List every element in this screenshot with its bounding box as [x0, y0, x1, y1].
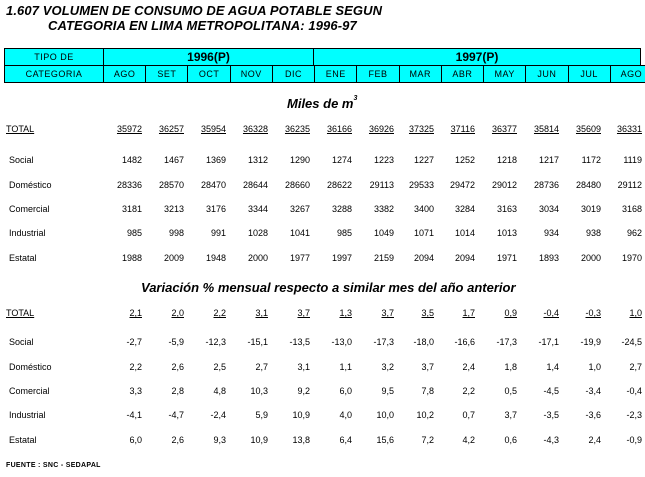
- cell-value: 3400: [413, 204, 434, 214]
- cell-value: 3163: [496, 204, 517, 214]
- cell-value: 0,5: [504, 386, 517, 396]
- header-month: DIC: [272, 65, 315, 83]
- cell-value: 3,5: [421, 308, 434, 318]
- section-variation-title: Variación % mensual respecto a similar mes del año anterior: [141, 280, 516, 295]
- cell-value: -18,0: [413, 337, 434, 347]
- cell-value: 1290: [289, 155, 310, 165]
- cell-value: 2,6: [171, 362, 184, 372]
- cell-value: 3,1: [297, 362, 310, 372]
- cell-value: 3,7: [297, 308, 310, 318]
- cell-value: -17,3: [496, 337, 517, 347]
- cell-value: 28570: [158, 180, 184, 190]
- cell-value: -0,9: [626, 435, 642, 445]
- cell-value: 1028: [247, 228, 268, 238]
- cell-value: -4,5: [543, 386, 559, 396]
- cell-value: 28622: [326, 180, 352, 190]
- cell-value: -3,5: [543, 410, 559, 420]
- table-title-line2: CATEGORIA EN LIMA METROPOLITANA: 1996-97: [48, 18, 357, 33]
- cell-value: 6,0: [129, 435, 142, 445]
- cell-value: 0,6: [504, 435, 517, 445]
- cell-value: 28644: [242, 180, 268, 190]
- header-month: MAR: [399, 65, 442, 83]
- cell-value: 1071: [413, 228, 434, 238]
- header-year-1997: 1997(P): [313, 48, 641, 66]
- section-volumes-unit-sup: 3: [353, 94, 358, 102]
- table-header: [4, 48, 641, 83]
- cell-value: 1988: [121, 253, 142, 263]
- cell-value: 3382: [373, 204, 394, 214]
- cell-value: 10,9: [250, 435, 268, 445]
- cell-value: 2,8: [171, 386, 184, 396]
- row-label: Comercial: [9, 386, 50, 396]
- cell-value: 1119: [623, 155, 642, 165]
- cell-value: 1467: [163, 155, 184, 165]
- cell-value: -2,4: [210, 410, 226, 420]
- cell-value: -16,6: [454, 337, 475, 347]
- cell-value: 3267: [289, 204, 310, 214]
- cell-value: 9,3: [213, 435, 226, 445]
- cell-value: 2,0: [171, 308, 184, 318]
- cell-value: -3,6: [585, 410, 601, 420]
- row-label: Estatal: [9, 435, 37, 445]
- row-label: Doméstico: [9, 362, 52, 372]
- cell-value: 0,7: [462, 410, 475, 420]
- header-month: NOV: [230, 65, 273, 83]
- cell-value: -24,5: [621, 337, 642, 347]
- cell-value: 2,5: [213, 362, 226, 372]
- cell-value: 3034: [538, 204, 559, 214]
- cell-value: -12,3: [205, 337, 226, 347]
- cell-value: 1,8: [504, 362, 517, 372]
- volume-row: [0, 124, 645, 138]
- cell-value: 2159: [373, 253, 394, 263]
- cell-value: 3,2: [381, 362, 394, 372]
- volume-row: [0, 204, 645, 218]
- cell-value: 3213: [163, 204, 184, 214]
- table-title-line1: 1.607 VOLUMEN DE CONSUMO DE AGUA POTABLE SEGUN: [6, 3, 383, 18]
- cell-value: -15,1: [247, 337, 268, 347]
- cell-value: 1013: [496, 228, 517, 238]
- header-year-1996: 1996(P): [103, 48, 314, 66]
- cell-value: 7,2: [421, 435, 434, 445]
- cell-value: 4,0: [339, 410, 352, 420]
- cell-value: 3,7: [421, 362, 434, 372]
- cell-value: 1,3: [339, 308, 352, 318]
- cell-value: -17,1: [538, 337, 559, 347]
- header-month: ENE: [314, 65, 357, 83]
- cell-value: 2,7: [629, 362, 642, 372]
- cell-value: 2,6: [171, 435, 184, 445]
- row-label: Industrial: [9, 410, 46, 420]
- cell-value: 2,7: [255, 362, 268, 372]
- cell-value: 36926: [368, 124, 394, 134]
- cell-value: 2,4: [588, 435, 601, 445]
- cell-value: 2,2: [462, 386, 475, 396]
- cell-value: 37325: [408, 124, 434, 134]
- header-month: JUL: [568, 65, 611, 83]
- cell-value: 36257: [158, 124, 184, 134]
- cell-value: 3,7: [381, 308, 394, 318]
- cell-value: 28480: [575, 180, 601, 190]
- cell-value: -0,4: [543, 308, 559, 318]
- cell-value: -0,3: [585, 308, 601, 318]
- cell-value: 3,1: [255, 308, 268, 318]
- cell-value: 9,2: [297, 386, 310, 396]
- cell-value: 1,0: [629, 308, 642, 318]
- cell-value: 36328: [242, 124, 268, 134]
- cell-value: -3,4: [585, 386, 601, 396]
- cell-value: 6,4: [339, 435, 352, 445]
- cell-value: 3168: [621, 204, 642, 214]
- variation-row: [0, 337, 645, 351]
- cell-value: 3344: [247, 204, 268, 214]
- cell-value: 1227: [413, 155, 434, 165]
- cell-value: -13,5: [289, 337, 310, 347]
- row-label: Industrial: [9, 228, 46, 238]
- cell-value: -13,0: [331, 337, 352, 347]
- cell-value: -19,9: [580, 337, 601, 347]
- header-month: ABR: [441, 65, 484, 83]
- cell-value: 15,6: [376, 435, 394, 445]
- cell-value: 35609: [575, 124, 601, 134]
- cell-value: 35954: [200, 124, 226, 134]
- cell-value: -2,7: [126, 337, 142, 347]
- cell-value: 934: [543, 228, 559, 238]
- cell-value: 3288: [331, 204, 352, 214]
- cell-value: 1274: [331, 155, 352, 165]
- cell-value: 4,2: [462, 435, 475, 445]
- variation-row: [0, 435, 645, 449]
- cell-value: 13,8: [292, 435, 310, 445]
- cell-value: -5,9: [168, 337, 184, 347]
- cell-value: 1312: [247, 155, 268, 165]
- cell-value: 1948: [205, 253, 226, 263]
- cell-value: 10,2: [416, 410, 434, 420]
- cell-value: 29112: [617, 180, 642, 190]
- cell-value: 36235: [284, 124, 310, 134]
- cell-value: 29113: [369, 180, 394, 190]
- cell-value: 1049: [373, 228, 394, 238]
- row-label: Social: [9, 155, 34, 165]
- header-month: JUN: [525, 65, 568, 83]
- cell-value: 35972: [116, 124, 142, 134]
- cell-value: 1,1: [339, 362, 352, 372]
- cell-value: 1172: [581, 155, 601, 165]
- cell-value: 10,9: [292, 410, 310, 420]
- section-volumes-title: [287, 96, 357, 111]
- volume-row: [0, 180, 645, 194]
- cell-value: 28660: [284, 180, 310, 190]
- cell-value: 1482: [121, 155, 142, 165]
- volume-row: [0, 228, 645, 242]
- cell-value: 938: [585, 228, 601, 238]
- cell-value: 0,9: [504, 308, 517, 318]
- cell-value: 1014: [454, 228, 475, 238]
- cell-value: 6,0: [339, 386, 352, 396]
- row-label: TOTAL: [6, 308, 35, 318]
- header-month: MAY: [483, 65, 526, 83]
- cell-value: 3,7: [504, 410, 517, 420]
- variation-row: [0, 362, 645, 376]
- cell-value: 1,0: [588, 362, 601, 372]
- variation-row: [0, 410, 645, 424]
- cell-value: 28336: [116, 180, 142, 190]
- cell-value: 3019: [580, 204, 601, 214]
- row-label: Comercial: [9, 204, 50, 214]
- cell-value: 28736: [533, 180, 559, 190]
- cell-value: 1369: [205, 155, 226, 165]
- cell-value: 962: [626, 228, 642, 238]
- cell-value: 1971: [496, 253, 517, 263]
- header-tipo: TIPO DE: [4, 48, 104, 66]
- cell-value: 1217: [538, 155, 559, 165]
- cell-value: 4,8: [213, 386, 226, 396]
- cell-value: 991: [210, 228, 226, 238]
- cell-value: 2000: [247, 253, 268, 263]
- cell-value: 35814: [533, 124, 559, 134]
- row-label: TOTAL: [6, 124, 35, 134]
- cell-value: 9,5: [381, 386, 394, 396]
- cell-value: 2094: [454, 253, 475, 263]
- cell-value: 10,3: [250, 386, 268, 396]
- cell-value: 3,3: [129, 386, 142, 396]
- cell-value: -17,3: [373, 337, 394, 347]
- row-label: Social: [9, 337, 34, 347]
- cell-value: -4,7: [168, 410, 184, 420]
- cell-value: 37116: [450, 124, 475, 134]
- header-month: AGO: [103, 65, 146, 83]
- cell-value: 36166: [326, 124, 352, 134]
- cell-value: 28470: [200, 180, 226, 190]
- cell-value: 985: [336, 228, 352, 238]
- cell-value: 2000: [580, 253, 601, 263]
- header-categoria: CATEGORIA: [4, 65, 104, 83]
- cell-value: -0,4: [626, 386, 642, 396]
- cell-value: 2,4: [462, 362, 475, 372]
- cell-value: 10,0: [376, 410, 394, 420]
- cell-value: -4,1: [126, 410, 142, 420]
- cell-value: -4,3: [543, 435, 559, 445]
- variation-row: [0, 386, 645, 400]
- cell-value: 1252: [454, 155, 475, 165]
- cell-value: 1041: [289, 228, 310, 238]
- section-volumes-text: Miles de m: [287, 96, 354, 111]
- cell-value: 7,8: [421, 386, 434, 396]
- cell-value: 29012: [491, 180, 517, 190]
- cell-value: 3181: [121, 204, 142, 214]
- cell-value: 29533: [408, 180, 434, 190]
- cell-value: 36377: [491, 124, 517, 134]
- cell-value: 2009: [163, 253, 184, 263]
- cell-value: 998: [168, 228, 184, 238]
- cell-value: 1218: [496, 155, 517, 165]
- header-month: SET: [145, 65, 188, 83]
- variation-row: [0, 308, 645, 322]
- cell-value: 1223: [373, 155, 394, 165]
- volume-row: [0, 253, 645, 267]
- cell-value: 1893: [538, 253, 559, 263]
- cell-value: -2,3: [626, 410, 642, 420]
- cell-value: 1,7: [462, 308, 475, 318]
- cell-value: 1997: [331, 253, 352, 263]
- cell-value: 2,1: [129, 308, 142, 318]
- row-label: Doméstico: [9, 180, 52, 190]
- cell-value: 1977: [289, 253, 310, 263]
- cell-value: 2094: [413, 253, 434, 263]
- volume-row: [0, 155, 645, 169]
- cell-value: 985: [126, 228, 142, 238]
- header-month: FEB: [356, 65, 399, 83]
- cell-value: 2,2: [129, 362, 142, 372]
- header-month: AGO: [610, 65, 645, 83]
- row-label: Estatal: [9, 253, 37, 263]
- cell-value: 3284: [454, 204, 475, 214]
- cell-value: 3176: [205, 204, 226, 214]
- cell-value: 2,2: [213, 308, 226, 318]
- cell-value: 5,9: [255, 410, 268, 420]
- source-note: FUENTE : SNC - SEDAPAL: [6, 462, 101, 469]
- cell-value: 1,4: [546, 362, 559, 372]
- cell-value: 29472: [449, 180, 475, 190]
- header-month: OCT: [187, 65, 230, 83]
- cell-value: 36331: [616, 124, 642, 134]
- cell-value: 1970: [621, 253, 642, 263]
